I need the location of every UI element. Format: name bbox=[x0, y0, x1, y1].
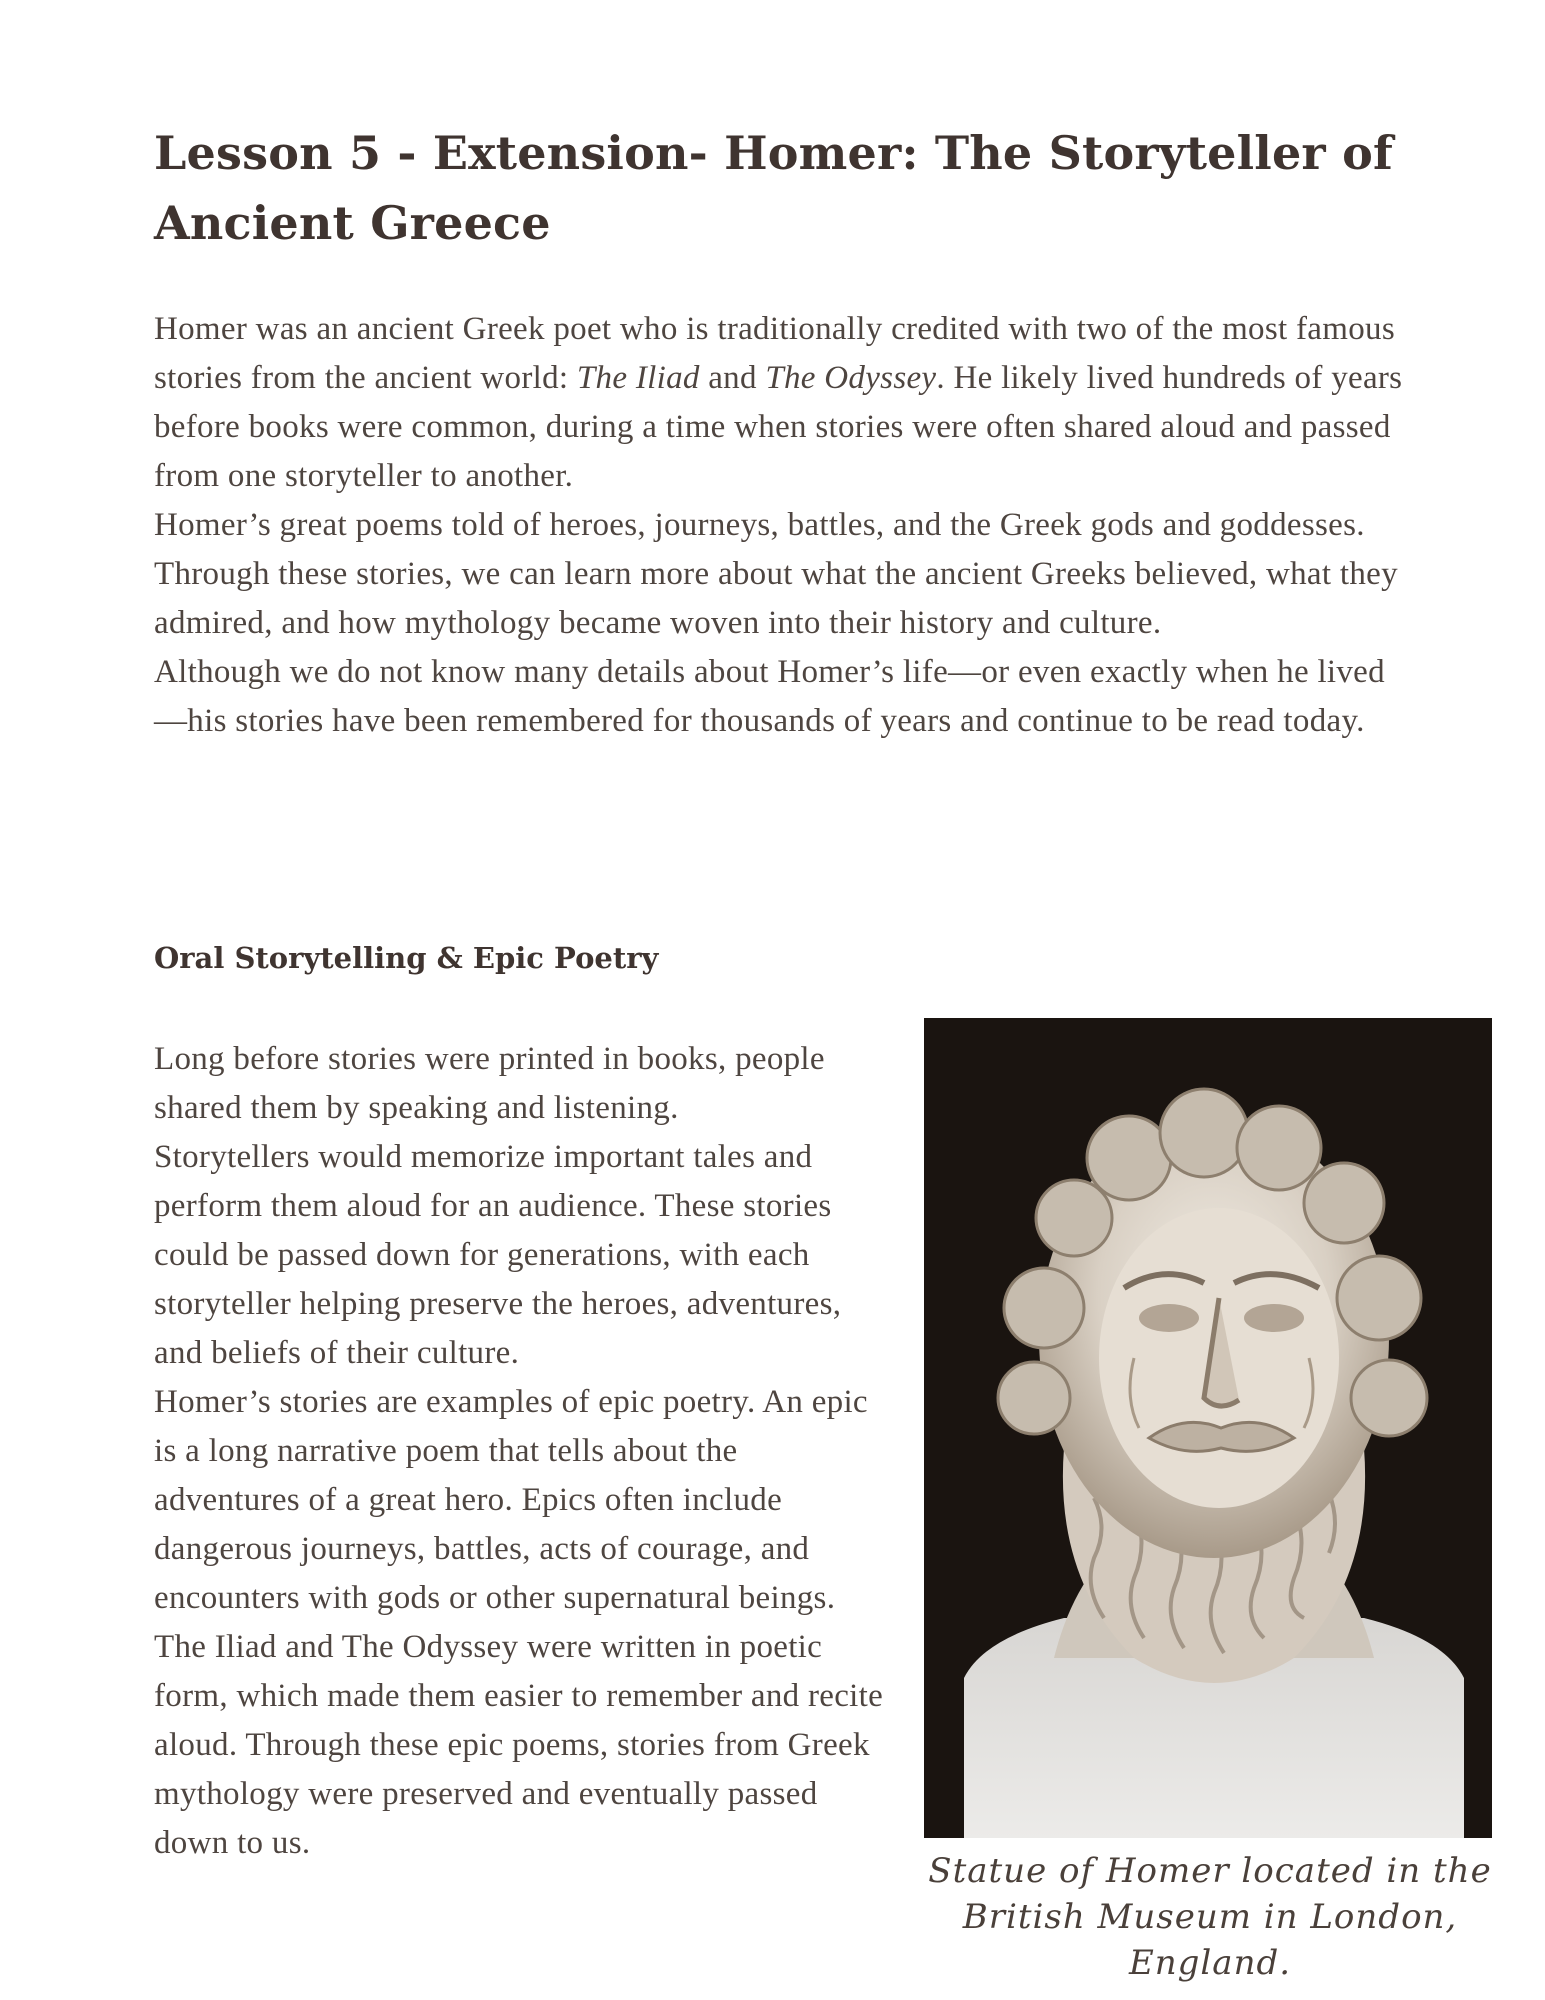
intro-text: and bbox=[699, 360, 766, 396]
section-paragraph-4: The Iliad and The Odyssey were written in poetic form, which made them easier to remember and recite aloud. Through these epic poems, stories from Greek mythology were preserved and eventually passed down to us. bbox=[154, 1629, 884, 1861]
homer-bust-photo bbox=[924, 1018, 1492, 1838]
iliad-title: The Iliad bbox=[576, 360, 700, 396]
odyssey-title: The Odyssey bbox=[765, 360, 937, 396]
intro-text: . He likely lived hundreds of years before books were common, during a time when stories were often shared aloud and passed from one storyteller to another. bbox=[154, 360, 1403, 494]
section-paragraph-1: Long before stories were printed in books, people shared them by speaking and listening. bbox=[154, 1041, 825, 1126]
page-title: Lesson 5 - Extension- Homer: The Storyteller of Ancient Greece bbox=[154, 126, 1393, 250]
section-heading: Oral Storytelling & Epic Poetry bbox=[154, 941, 659, 975]
homer-bust-illustration bbox=[924, 1018, 1492, 1838]
oral-storytelling-section bbox=[154, 1035, 884, 1868]
section-paragraph-3: Homer’s stories are examples of epic poetry. An epic is a long narrative poem that tells about the adventures of a great hero. Epics often include dangerous journeys, battles, acts of courage, and encounters with gods or other supernatural beings. bbox=[154, 1384, 868, 1616]
intro-text: Homer was an ancient Greek poet who is traditionally credited with two of the most famous stories from the ancient world: bbox=[154, 311, 1395, 396]
intro-paragraph-3: Although we do not know many details about Homer’s life—or even exactly when he lived—his stories have been remembered for thousands of years and continue to be read today. bbox=[154, 654, 1385, 739]
intro-paragraph-1 bbox=[154, 305, 1404, 501]
intro-paragraph-2: Homer’s great poems told of heroes, journeys, battles, and the Greek gods and goddesses. Through these stories, we can learn more about what the ancient Greeks believed, what they admired, and how mythology became woven into their history and culture. bbox=[154, 507, 1398, 641]
intro-section bbox=[154, 305, 1404, 746]
photo-caption: Statue of Homer located in the British Museum in London, England. bbox=[928, 1851, 1492, 1983]
section-paragraph-2: Storytellers would memorize important tales and perform them aloud for an audience. These stories could be passed down for generations, with each storyteller helping preserve the heroes, adventures, and beliefs of their culture. bbox=[154, 1139, 842, 1371]
